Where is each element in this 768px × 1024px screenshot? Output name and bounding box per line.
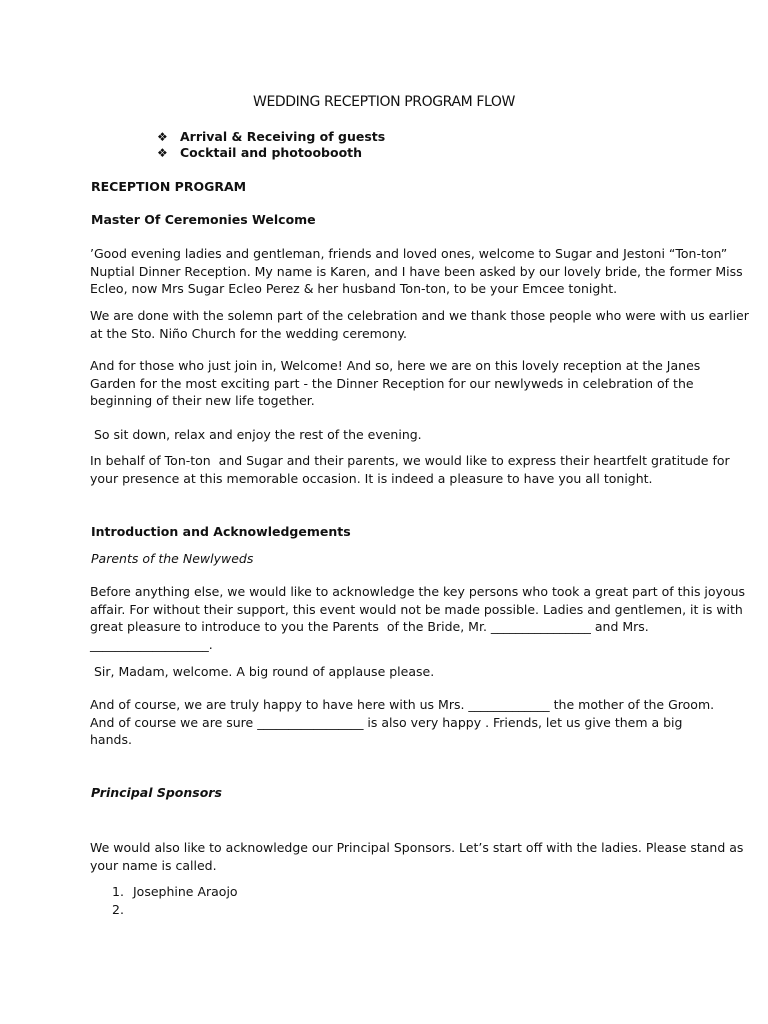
diamond-bullet-icon: ❖: [157, 146, 168, 160]
list-item-name: Josephine Araojo: [133, 884, 238, 899]
bullet-item: [157, 129, 385, 145]
intro-acknowledgements-heading: Introduction and Acknowledgements: [91, 524, 351, 539]
diamond-bullet-icon: ❖: [157, 130, 168, 144]
bullet-item: [157, 145, 385, 161]
parents-paragraph-intro: Before anything else, we would like to acknowledge the key persons who took a great part of this joyous affair. For without their support, this event would not be made possible. Ladies and gentlemen, it is with great pleasure to introduce to you the Parents of the Bride, Mr. ________________ and Mrs. ___________________.: [90, 584, 746, 652]
arrival-bullet-list: [157, 129, 385, 161]
principal-sponsors-heading: Principal Sponsors: [91, 785, 222, 800]
mc-paragraph-relax: So sit down, relax and enjoy the rest of the evening.: [90, 427, 422, 442]
mc-welcome-heading: Master Of Ceremonies Welcome: [91, 212, 316, 227]
mc-paragraph-welcome: And for those who just join in, Welcome! And so, here we are on this lovely reception at the Janes Garden for the most exciting part - the Dinner Reception for our newlyweds in celebration of the beginning of their new life together.: [90, 358, 701, 408]
mc-paragraph-intro: ’Good evening ladies and gentleman, friends and loved ones, welcome to Sugar and Jestoni “Ton-ton” Nuptial Dinner Reception. My name is Karen, and I have been asked by our lovely bride, the former Miss Ecleo, now Mrs Sugar Ecleo Perez & her husband Ton-ton, to be your Emcee tonight.: [90, 246, 743, 296]
list-item: [112, 883, 238, 901]
parents-subheading: Parents of the Newlyweds: [91, 551, 254, 566]
parents-paragraph-groom: And of course, we are truly happy to have here with us Mrs. _____________ the mother of the Groom. And of course we are sure _________________ is also very happy . Friends, let us give them a big hands.: [90, 697, 715, 747]
bullet-text: Arrival & Receiving of guests: [180, 129, 386, 144]
bullet-text: Cocktail and photoobooth: [180, 145, 363, 160]
mc-paragraph-ceremony: We are done with the solemn part of the celebration and we thank those people who were with us earlier at the Sto. Niño Church for the wedding ceremony.: [90, 308, 749, 341]
list-item: [112, 901, 238, 919]
list-item-number: 2.: [112, 902, 124, 917]
list-item-number: 1.: [112, 884, 124, 899]
document-title: WEDDING RECEPTION PROGRAM FLOW: [253, 94, 515, 110]
parents-paragraph-applause: Sir, Madam, welcome. A big round of applause please.: [90, 664, 435, 679]
sponsors-list: [112, 883, 238, 919]
mc-paragraph-gratitude: In behalf of Ton-ton and Sugar and their parents, we would like to express their heartfelt gratitude for your presence at this memorable occasion. It is indeed a pleasure to have you all tonight.: [90, 453, 730, 486]
sponsors-paragraph: We would also like to acknowledge our Principal Sponsors. Let’s start off with the ladies. Please stand as your name is called.: [90, 840, 744, 873]
reception-program-heading: RECEPTION PROGRAM: [91, 179, 247, 194]
